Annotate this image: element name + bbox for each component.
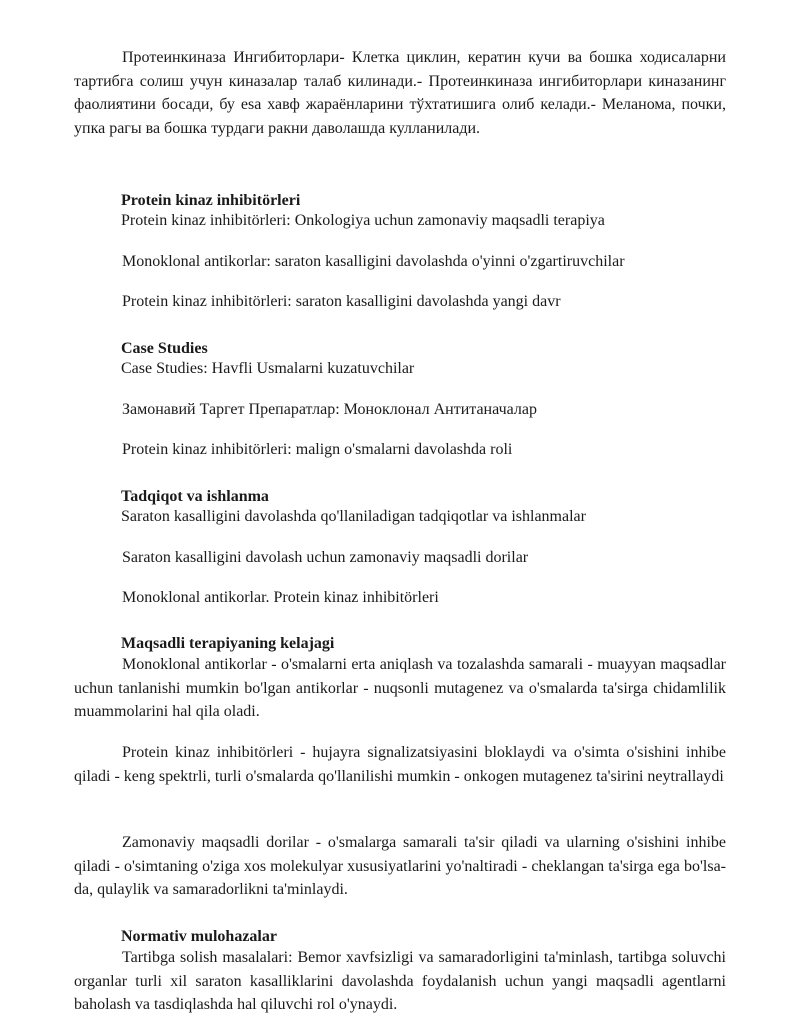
section1-line-2: Monoklonal antikorlar: saraton kasalligini davolashda o'yinni o'zgartiruvchilar xyxy=(122,253,625,270)
section3-line-2: Saraton kasalligini davolash uchun zamonaviy maqsadli dorilar xyxy=(122,549,529,566)
section2-line-1: Case Studies: Havfli Usmalarni kuzatuvchilar xyxy=(121,360,415,377)
section3-line-3: Monoklonal antikorlar. Protein kinaz inhibitörleri xyxy=(122,589,439,606)
section4-paragraph-2: Protein kinaz inhibitörleri - hujayra signalizatsiyasini bloklaydi va o'simta o'sishini inhibe qiladi - keng spektrli, turli o'smalarda qo'llanilishi mumkin - onkogen mutagenez ta'sirini neytrallaydi xyxy=(74,744,726,785)
section-heading-maqsadli: Maqsadli terapiyaning kelajagi xyxy=(121,635,335,652)
section1-line-1: Protein kinaz inhibitörleri: Onkologiya uchun zamonaviy maqsadli terapiya xyxy=(121,212,605,229)
section-heading-protein-kinaz: Protein kinaz inhibitörleri xyxy=(121,192,301,209)
section2-line-3: Protein kinaz inhibitörleri: malign o'smalarni davolashda roli xyxy=(122,441,513,458)
section-heading-normativ: Normativ mulohazalar xyxy=(121,928,277,945)
section-heading-case-studies: Case Studies xyxy=(121,340,208,357)
section4-paragraph-1: Monoklonal antikorlar - o'smalarni erta aniqlash va tozalashda samarali - muayyan maqsadlar uchun tanlanishi mumkin bo'lgan antikorlar - nuqsonli mutagenez va o'smalarda ta'sirga chidamlilik muammolarini hal qila oladi. xyxy=(74,656,726,720)
section2-line-2: Замонавий Таргет Препаратлар: Моноклонал Антитаначалар xyxy=(122,401,537,418)
section1-line-3: Protein kinaz inhibitörleri: saraton kasalligini davolashda yangi davr xyxy=(122,293,561,310)
intro-paragraph: Протеинкиназа Ингибиторлари- Клетка циклин, кератин кучи ва бошка ходисаларни тартибга солиш учун киназалар талаб килинади.- Протеинкиназа ингибиторлари киназанинг фаолиятини босади, бу esa хавф жараёнларини тўхтатишига олиб келади.- Меланома, почки, упка рагы ва бошка турдаги ракни даволашда кулланилади. xyxy=(74,49,726,137)
section5-paragraph-1: Tartibga solish masalalari: Bemor xavfsizligi va samaradorligini ta'minlash, tartibga soluvchi organlar turli xil saraton kasalliklarini davolashda foydalanish uchun yangi maqsadli agentlarni baholash va tasdiqlashda hal qiluvchi rol o'ynaydi. xyxy=(74,949,726,1013)
section-heading-tadqiqot: Tadqiqot va ishlanma xyxy=(121,488,269,505)
section4-paragraph-3: Zamonaviy maqsadli dorilar - o'smalarga samarali ta'sir qiladi va ularning o'sishini inhibe qiladi - o'simtaning o'ziga xos molekulyar xususiyatlarini yo'naltiradi - cheklangan ta'sirga ega bo'lsa-da, qulaylik va samaradorlikni ta'minlaydi. xyxy=(74,834,726,898)
section3-line-1: Saraton kasalligini davolashda qo'llaniladigan tadqiqotlar va ishlanmalar xyxy=(121,508,586,525)
